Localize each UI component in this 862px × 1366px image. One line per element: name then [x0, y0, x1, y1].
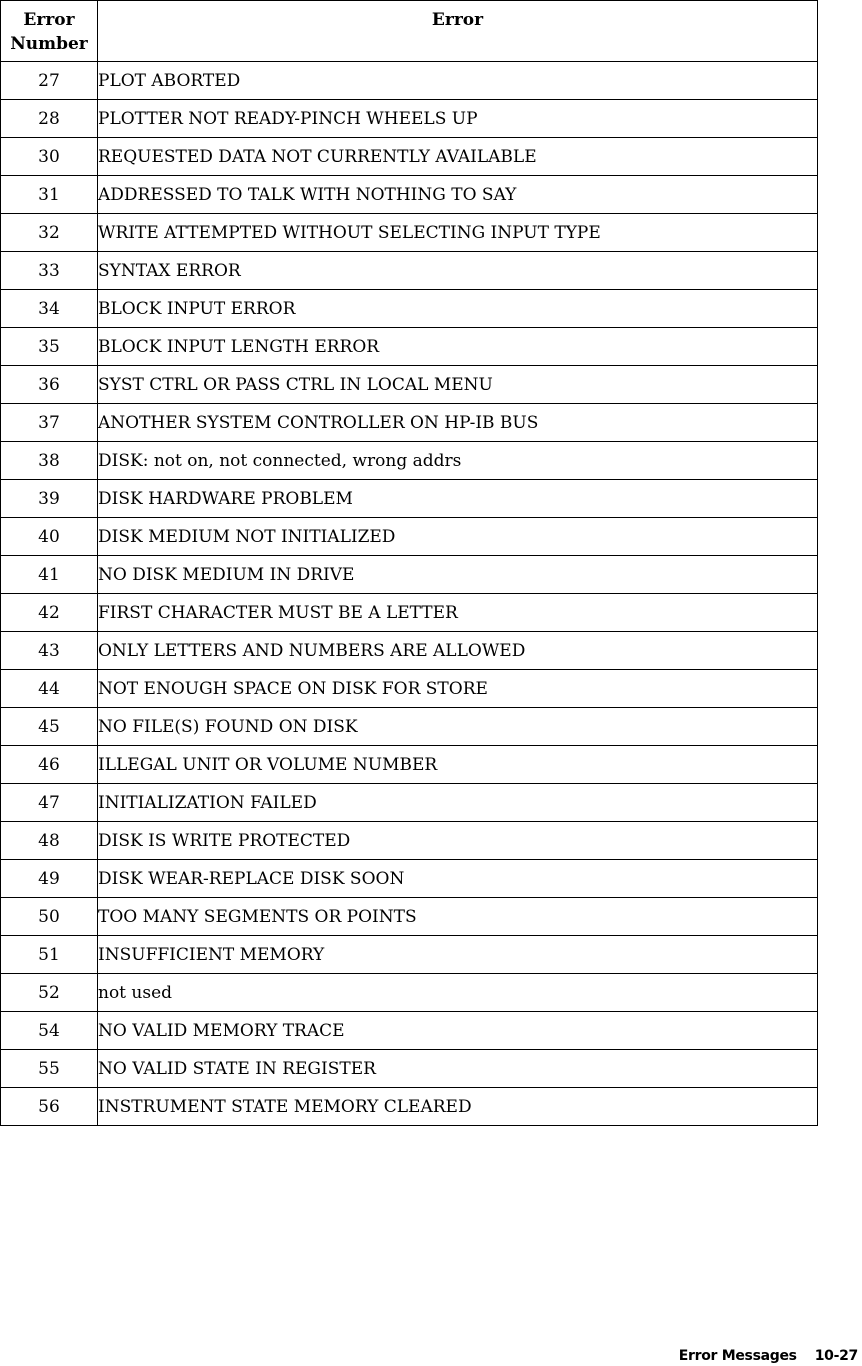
table-row [1, 860, 818, 898]
error-message-cell: ANOTHER SYSTEM CONTROLLER ON HP-IB BUS [98, 404, 818, 442]
error-message-cell: NO VALID STATE IN REGISTER [98, 1050, 818, 1088]
error-message-cell: ONLY LETTERS AND NUMBERS ARE ALLOWED [98, 632, 818, 670]
error-number-cell: 55 [1, 1050, 98, 1088]
table-row [1, 594, 818, 632]
error-number-header-line2: Number [10, 34, 88, 54]
table-row [1, 556, 818, 594]
error-number-cell: 52 [1, 974, 98, 1012]
table-row [1, 898, 818, 936]
error-message-cell: FIRST CHARACTER MUST BE A LETTER [98, 594, 818, 632]
table-row [1, 632, 818, 670]
table-row [1, 670, 818, 708]
error-number-cell: 35 [1, 328, 98, 366]
error-message-cell: DISK IS WRITE PROTECTED [98, 822, 818, 860]
table-row [1, 822, 818, 860]
error-message-cell: ADDRESSED TO TALK WITH NOTHING TO SAY [98, 176, 818, 214]
error-message-cell: BLOCK INPUT ERROR [98, 290, 818, 328]
table-row [1, 442, 818, 480]
error-number-cell: 33 [1, 252, 98, 290]
error-message-cell: DISK WEAR-REPLACE DISK SOON [98, 860, 818, 898]
error-message-cell: not used [98, 974, 818, 1012]
table-row [1, 328, 818, 366]
error-message-cell: DISK MEDIUM NOT INITIALIZED [98, 518, 818, 556]
error-message-cell: BLOCK INPUT LENGTH ERROR [98, 328, 818, 366]
error-number-cell: 47 [1, 784, 98, 822]
error-message-cell: DISK HARDWARE PROBLEM [98, 480, 818, 518]
error-number-cell: 38 [1, 442, 98, 480]
table-row [1, 518, 818, 556]
error-message-cell: PLOT ABORTED [98, 62, 818, 100]
error-number-cell: 49 [1, 860, 98, 898]
error-number-cell: 43 [1, 632, 98, 670]
table-row [1, 1050, 818, 1088]
table-row [1, 138, 818, 176]
error-number-cell: 32 [1, 214, 98, 252]
error-number-cell: 45 [1, 708, 98, 746]
table-row [1, 100, 818, 138]
error-number-cell: 34 [1, 290, 98, 328]
error-number-cell: 56 [1, 1088, 98, 1126]
error-message-cell: NOT ENOUGH SPACE ON DISK FOR STORE [98, 670, 818, 708]
error-number-cell: 44 [1, 670, 98, 708]
table-row [1, 214, 818, 252]
table-row [1, 1088, 818, 1126]
error-message-cell: REQUESTED DATA NOT CURRENTLY AVAILABLE [98, 138, 818, 176]
table-header-row [1, 1, 818, 62]
error-number-cell: 48 [1, 822, 98, 860]
error-message-cell: SYST CTRL OR PASS CTRL IN LOCAL MENU [98, 366, 818, 404]
table-row [1, 936, 818, 974]
table-row [1, 974, 818, 1012]
error-message-header: Error [98, 1, 818, 62]
error-message-cell: INITIALIZATION FAILED [98, 784, 818, 822]
error-message-cell: TOO MANY SEGMENTS OR POINTS [98, 898, 818, 936]
error-table-body [1, 62, 818, 1126]
footer-section-title: Error Messages [678, 1348, 797, 1364]
table-row [1, 366, 818, 404]
error-number-cell: 41 [1, 556, 98, 594]
error-message-cell: NO FILE(S) FOUND ON DISK [98, 708, 818, 746]
table-row [1, 290, 818, 328]
table-row [1, 176, 818, 214]
table-row [1, 480, 818, 518]
table-row [1, 404, 818, 442]
table-row [1, 708, 818, 746]
table-row [1, 784, 818, 822]
error-number-cell: 39 [1, 480, 98, 518]
error-number-cell: 37 [1, 404, 98, 442]
error-number-cell: 31 [1, 176, 98, 214]
error-number-header-line1: Error [23, 10, 75, 30]
error-number-cell: 50 [1, 898, 98, 936]
error-number-cell: 28 [1, 100, 98, 138]
error-number-header [1, 1, 98, 62]
error-number-cell: 27 [1, 62, 98, 100]
error-message-cell: DISK: not on, not connected, wrong addrs [98, 442, 818, 480]
page-footer [679, 1348, 858, 1364]
table-row [1, 1012, 818, 1050]
error-number-cell: 40 [1, 518, 98, 556]
error-number-cell: 30 [1, 138, 98, 176]
error-message-cell: NO DISK MEDIUM IN DRIVE [98, 556, 818, 594]
error-message-cell: INSUFFICIENT MEMORY [98, 936, 818, 974]
error-message-cell: ILLEGAL UNIT OR VOLUME NUMBER [98, 746, 818, 784]
error-message-cell: SYNTAX ERROR [98, 252, 818, 290]
table-row [1, 746, 818, 784]
error-message-cell: WRITE ATTEMPTED WITHOUT SELECTING INPUT TYPE [98, 214, 818, 252]
footer-page-number: 10-27 [814, 1348, 858, 1364]
error-message-cell: NO VALID MEMORY TRACE [98, 1012, 818, 1050]
error-message-cell: INSTRUMENT STATE MEMORY CLEARED [98, 1088, 818, 1126]
table-row [1, 62, 818, 100]
table-row [1, 252, 818, 290]
error-number-cell: 36 [1, 366, 98, 404]
error-number-cell: 46 [1, 746, 98, 784]
error-number-cell: 42 [1, 594, 98, 632]
error-number-cell: 54 [1, 1012, 98, 1050]
error-number-cell: 51 [1, 936, 98, 974]
error-message-cell: PLOTTER NOT READY-PINCH WHEELS UP [98, 100, 818, 138]
